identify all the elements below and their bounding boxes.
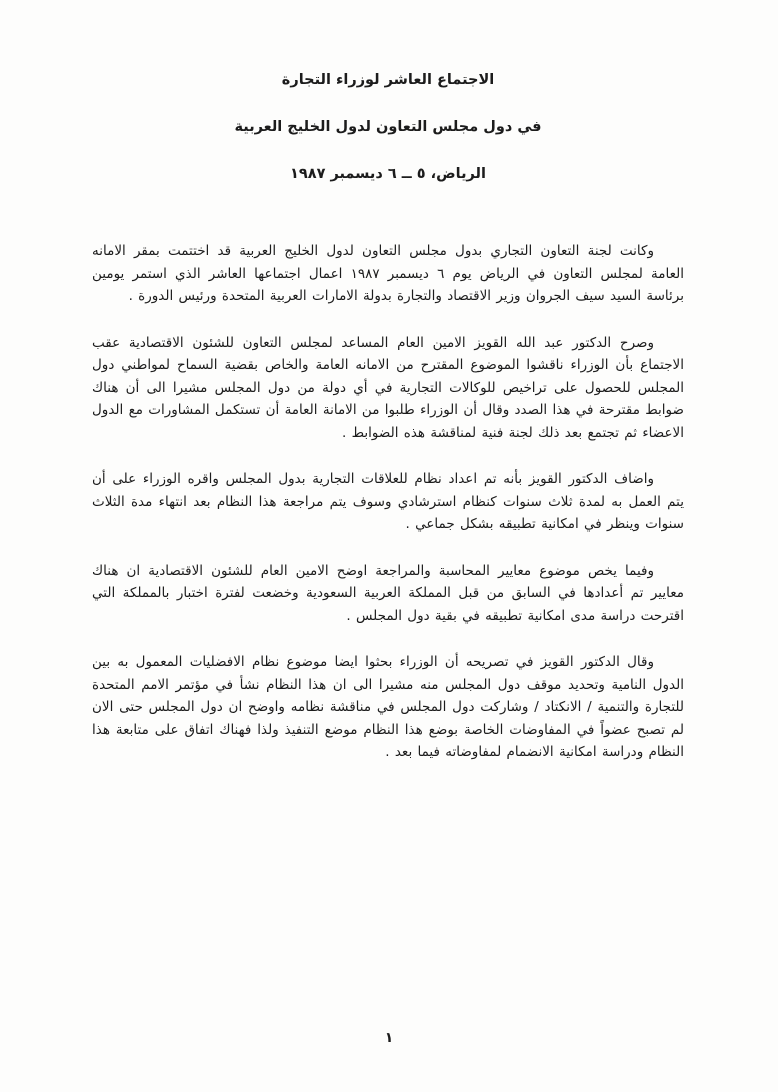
document-title-line-2: في دول مجلس التعاون لدول الخليج العربية [234,119,542,135]
paragraph: وقال الدكتور القويز في تصريحه أن الوزراء بحثوا ايضا موضوع نظام الافضليات المعمول به بين الدول النامية وتحديد موقف دول المجلس منه مشيرا الى ان هذا النظام نشأ في مؤتمر الامم المتحدة للتجارة والتنمية / الانكتاد / وشاركت دول المجلس في مناقشة نظامه واوضح ان دول المجلس حتى الان لم تصبح عضواً في المفاوضات الخاصة بوضع هذا النظام موضع التنفيذ ولذا فهناك اتفاق على متابعة هذا النظام ودراسة امكانية الانضمام لمفاوضاته فيما بعد . [92,654,684,760]
document-title-line-3: الرياض، ٥ ــ ٦ ديسمبر ١٩٨٧ [290,166,486,182]
document-title-line-1: الاجتماع العاشر لوزراء التجارة [281,72,495,88]
paragraph: وصرح الدكتور عبد الله القويز الامين العام المساعد لمجلس التعاون للشئون الاقتصادية عقب الاجتماع بأن الوزراء ناقشوا الموضوع المقترح من الامانه العامة والخاص بقضية السماح لمواطني دول المجلس للحصول على تراخيص للوكالات التجارية في أي دولة من دول المجلس مشيرا الى أن هناك ضوابط مقترحة في هذا الصدد وقال أن الوزراء طلبوا من الامانة العامة أن تستكمل المشاورات مع الدول الاعضاء ثم تجتمع بعد ذلك لجنة فنية لمناقشة هذه الضوابط . [92,334,684,441]
paragraph: واضاف الدكتور القويز بأنه تم اعداد نظام للعلاقات التجارية بدول المجلس واقره الوزراء على أن يتم العمل به لمدة ثلاث سنوات كنظام استرشادي وسوف يتم مراجعة هذا النظام بعد انتهاء مدة الثلاث سنوات وينظر في امكانية تطبيقه بشكل جماعي . [92,471,684,532]
paragraph: وكانت لجنة التعاون التجاري بدول مجلس التعاون لدول الخليج العربية قد اختتمت بمقر الامانه العامة لمجلس التعاون في الرياض يوم ٦ ديسمبر ١٩٨٧ اعمال اجتماعها العاشر الذي استمر يومين برئاسة السيد سيف الجروان وزير الاقتصاد والتجارة بدولة الامارات العربية المتحدة ورئيس الدورة . [92,243,684,304]
paragraph: وفيما يخص موضوع معايير المحاسبة والمراجعة اوضح الامين العام للشئون الاقتصادية ان هناك معايير تم أعدادها في السابق من قبل المملكة العربية السعودية وخضعت لفترة اختبار بالمملكة التي اقترحت دراسة مدى امكانية تطبيقه في بقية دول المجلس . [92,562,684,624]
document-title-block [92,72,684,182]
page-number: ١ [384,1030,394,1046]
document-body [92,240,684,764]
